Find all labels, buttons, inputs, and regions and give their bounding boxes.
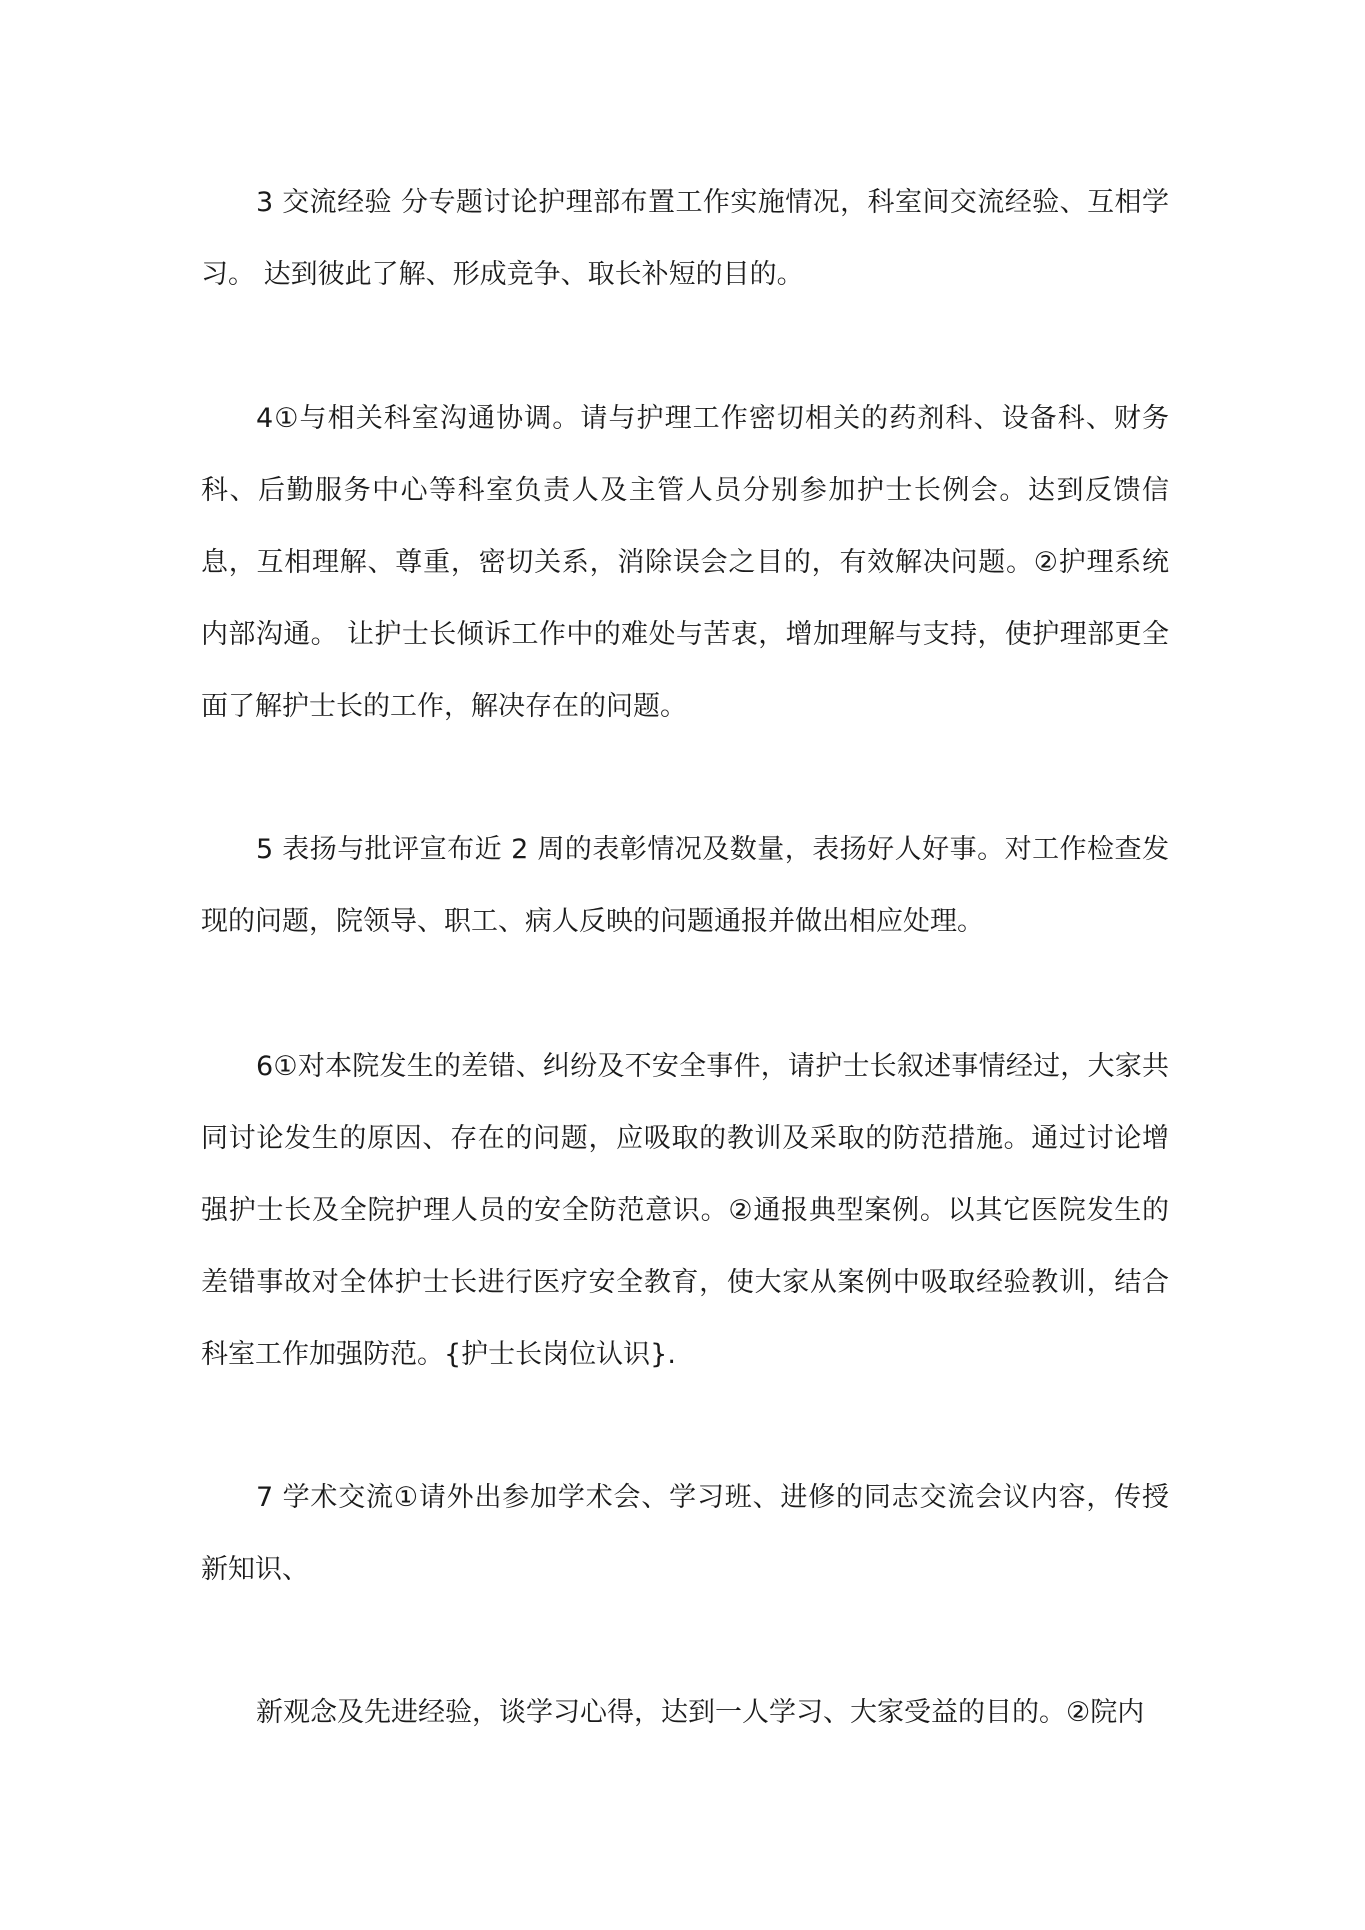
paragraph-praise-criticism: 5 表扬与批评宣布近 2 周的表彰情况及数量，表扬好人好事。对工作检查发现的问题，院领导、职工、病人反映的问题通报并做出相应处理。 xyxy=(201,834,1169,937)
paragraph-safety-incidents: 6①对本院发生的差错、纠纷及不安全事件，请护士长叙述事情经过，大家共同讨论发生的原因、存在的问题，应吸取的教训及采取的防范措施。通过讨论增强护士长及全院护理人员的安全防范意识。②通报典型案例。以其它医院发生的差错事故对全体护士长进行医疗安全教育，使大家从案例中吸取经验教训，结合科室工作加强防范。{护士长岗位认识}. xyxy=(201,1051,1169,1370)
paragraph-new-concepts: 新观念及先进经验，谈学习心得，达到一人学习、大家受益的目的。②院内 xyxy=(256,1697,1145,1728)
paragraph-exchange-experience: 3 交流经验 分专题讨论护理部布置工作实施情况，科室间交流经验、互相学习。 达到彼此了解、形成竞争、取长补短的目的。 xyxy=(201,187,1169,290)
paragraph-department-coordination: 4①与相关科室沟通协调。请与护理工作密切相关的药剂科、设备科、财务科、后勤服务中心等科室负责人及主管人员分别参加护士长例会。达到反馈信息，互相理解、尊重，密切关系，消除误会之目的，有效解决问题。②护理系统内部沟通。 让护士长倾诉工作中的难处与苦衷，增加理解与支持，使护理部更全面了解护士长的工作，解决存在的问题。 xyxy=(201,403,1169,722)
paragraph-academic-exchange: 7 学术交流①请外出参加学术会、学习班、进修的同志交流会议内容，传授新知识、 xyxy=(201,1482,1169,1585)
